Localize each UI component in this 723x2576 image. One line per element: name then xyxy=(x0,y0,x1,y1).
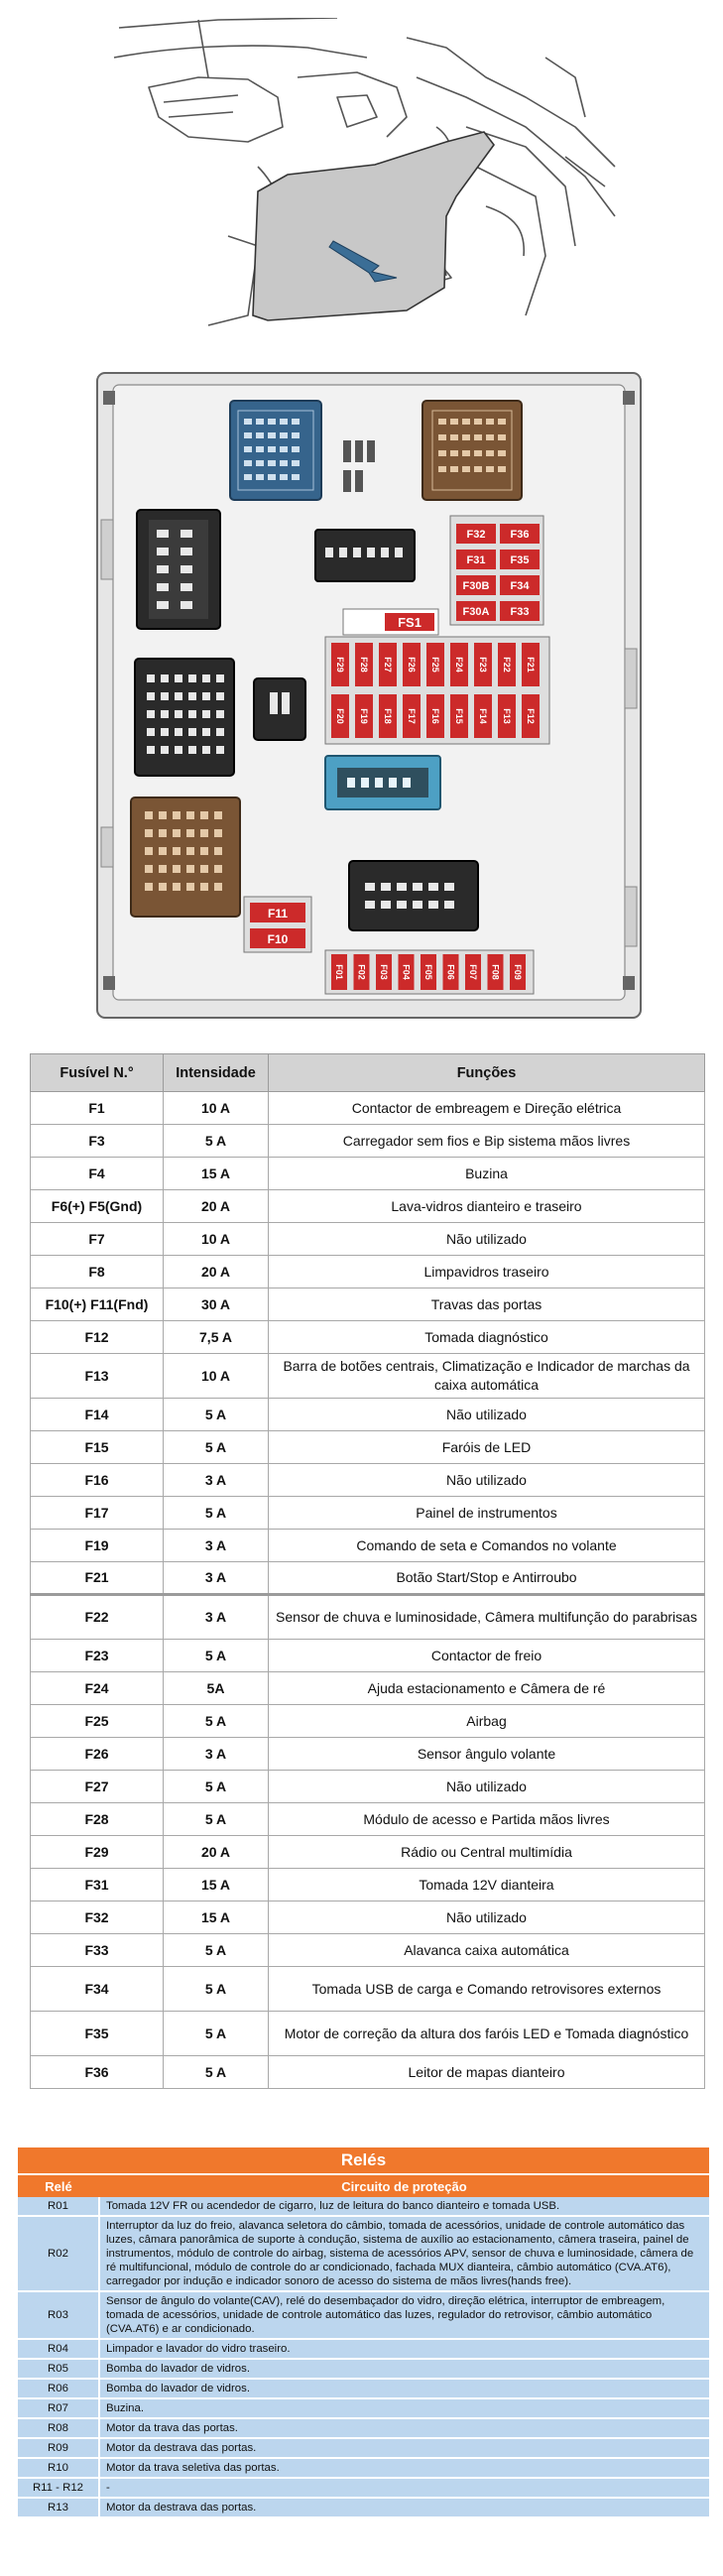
relay-id: R11 - R12 xyxy=(18,2478,99,2498)
header-functions: Funções xyxy=(269,1054,705,1092)
relay-circuit: Bomba do lavador de vidros. xyxy=(99,2379,709,2398)
fuse-intensity: 5 A xyxy=(164,1640,269,1672)
fuse-intensity: 5 A xyxy=(164,2056,269,2089)
fuse-function: Sensor de chuva e luminosidade, Câmera multifunção do parabrisas xyxy=(269,1595,705,1640)
fuse-number: F1 xyxy=(31,1092,164,1125)
fuse-label: F20 xyxy=(335,708,345,724)
fuse-number: F22 xyxy=(31,1595,164,1640)
fuse-function: Airbag xyxy=(269,1705,705,1738)
fuse-function: Módulo de acesso e Partida mãos livres xyxy=(269,1803,705,1836)
fuse-number: F13 xyxy=(31,1354,164,1399)
table-row xyxy=(18,2478,709,2498)
fuse-number: F33 xyxy=(31,1934,164,1967)
table-row xyxy=(18,2438,709,2458)
table-row xyxy=(31,1640,705,1672)
fuse-label: F27 xyxy=(383,657,393,673)
fuse-table-container xyxy=(30,1053,704,2089)
fuse-intensity: 3 A xyxy=(164,1464,269,1497)
connector-cyan xyxy=(325,756,440,809)
fuse-function: Barra de botões centrais, Climatização e Indicador de marchas da caixa automática xyxy=(269,1354,705,1399)
fuse-intensity: 5 A xyxy=(164,1497,269,1530)
connector-black-middle-left xyxy=(135,659,234,776)
fuse-label: F12 xyxy=(526,708,536,724)
fuse-intensity: 5A xyxy=(164,1672,269,1705)
fuse-label: F28 xyxy=(359,657,369,673)
fuse-function: Contactor de freio xyxy=(269,1640,705,1672)
fuse-number: F35 xyxy=(31,2012,164,2056)
table-row xyxy=(18,2418,709,2438)
fuse-intensity: 15 A xyxy=(164,1158,269,1190)
fuse-label: F08 xyxy=(490,964,501,980)
fuse-intensity: 20 A xyxy=(164,1190,269,1223)
table-row xyxy=(31,1464,705,1497)
relay-circuit: Sensor de ângulo do volante(CAV), relé do desembaçador do vidro, direção elétrica, interruptor de embreagem, tomada de acessórios, unidade de controle automático das luzes, regulador do retrovisor, câmbio automático (CVA.AT6) e ar condicionado. xyxy=(99,2291,709,2339)
fuse-label: F10 xyxy=(267,932,289,946)
table-row xyxy=(18,2216,709,2291)
table-row xyxy=(31,1399,705,1431)
fuse-label: F14 xyxy=(478,708,488,724)
fuse-table-header xyxy=(31,1054,705,1092)
table-row xyxy=(18,2197,709,2216)
fuse-intensity: 20 A xyxy=(164,1836,269,1869)
relay-id: R04 xyxy=(18,2339,99,2359)
fuse-label: F16 xyxy=(430,708,440,724)
relay-circuit: Buzina. xyxy=(99,2398,709,2418)
fuse-function: Alavanca caixa automática xyxy=(269,1934,705,1967)
fuse-label: F33 xyxy=(510,606,530,618)
fuse-label: F31 xyxy=(466,554,486,566)
fuse-function: Lava-vidros dianteiro e traseiro xyxy=(269,1190,705,1223)
table-row xyxy=(18,2458,709,2478)
fuse-label-fs1: FS1 xyxy=(398,615,422,630)
fuse-label: F06 xyxy=(445,964,456,980)
fuse-intensity: 5 A xyxy=(164,1431,269,1464)
table-row xyxy=(31,1431,705,1464)
relay-id: R10 xyxy=(18,2458,99,2478)
table-row xyxy=(31,1321,705,1354)
header-intensity: Intensidade xyxy=(164,1054,269,1092)
fuse-intensity: 10 A xyxy=(164,1223,269,1256)
fuse-label: F23 xyxy=(478,657,488,673)
fuse-function: Buzina xyxy=(269,1158,705,1190)
connector-black-left xyxy=(137,510,220,629)
table-row xyxy=(31,1223,705,1256)
table-row xyxy=(31,1497,705,1530)
relay-id: R01 xyxy=(18,2197,99,2216)
table-row xyxy=(31,1125,705,1158)
relay-id: R03 xyxy=(18,2291,99,2339)
fuse-function: Painel de instrumentos xyxy=(269,1497,705,1530)
fuse-label: F09 xyxy=(513,964,523,980)
relay-id: R06 xyxy=(18,2379,99,2398)
fuse-label: F15 xyxy=(454,708,464,724)
fuse-intensity: 5 A xyxy=(164,1803,269,1836)
header-relay: Relé xyxy=(18,2174,99,2197)
table-row xyxy=(18,2398,709,2418)
fuse-number: F17 xyxy=(31,1497,164,1530)
relay-circuit: Interruptor da luz do freio, alavanca seletora do câmbio, tomada de acessórios, unidade de controle automático das luzes, câmara panorâmica de suporte à condução, sistema de auxílio ao estacionamento, câmera traseira, painel de instrumentos, módulo de controle do airbag, sistema de acessórios APV, sensor de chuva e luminosidade, câmera de ré multifuncional, módulo de controle do ar condicionado, fachada MUX dianteira, câmbio automático (CVA.AT6), carregador por indução e indicador sonoro de acesso do sistema de mãos livres(hands free). xyxy=(99,2216,709,2291)
header-protection-circuit: Circuito de proteção xyxy=(99,2174,709,2197)
fuse-function: Botão Start/Stop e Antirroubo xyxy=(269,1562,705,1595)
fuse-number: F19 xyxy=(31,1530,164,1562)
table-row xyxy=(18,2359,709,2379)
connector-blue xyxy=(230,401,321,500)
fuse-label: F03 xyxy=(379,964,389,980)
fuse-intensity: 30 A xyxy=(164,1288,269,1321)
fuse-function: Limpavidros traseiro xyxy=(269,1256,705,1288)
table-row xyxy=(18,2339,709,2359)
fuse-label: F32 xyxy=(466,529,486,541)
dashboard-location-illustration xyxy=(109,18,625,333)
relay-id: R02 xyxy=(18,2216,99,2291)
table-row xyxy=(31,2012,705,2056)
relay-table xyxy=(18,2173,709,2518)
fuse-number: F27 xyxy=(31,1771,164,1803)
fuse-label: F21 xyxy=(526,657,536,673)
table-row xyxy=(31,1771,705,1803)
relay-circuit: Motor da destrava das portas. xyxy=(99,2498,709,2517)
fuse-label: F04 xyxy=(401,964,412,980)
fuse-function: Não utilizado xyxy=(269,1223,705,1256)
fuse-function: Motor de correção da altura dos faróis LED e Tomada diagnóstico xyxy=(269,2012,705,2056)
fuse-label: F01 xyxy=(334,964,344,980)
table-row xyxy=(31,1595,705,1640)
relay-circuit: Motor da trava seletiva das portas. xyxy=(99,2458,709,2478)
fuse-number: F6(+) F5(Gnd) xyxy=(31,1190,164,1223)
fuse-label: F30B xyxy=(462,580,490,592)
relay-table-container xyxy=(18,2147,709,2518)
connector-brown-top xyxy=(422,401,522,500)
fuse-number: F12 xyxy=(31,1321,164,1354)
fuse-intensity: 10 A xyxy=(164,1092,269,1125)
fuse-function: Comando de seta e Comandos no volante xyxy=(269,1530,705,1562)
table-row xyxy=(31,1354,705,1399)
fuse-label: F22 xyxy=(502,657,512,673)
fuse-intensity: 5 A xyxy=(164,1771,269,1803)
fuse-label: F30A xyxy=(462,606,490,618)
table-row xyxy=(31,1869,705,1901)
fuse-function: Carregador sem fios e Bip sistema mãos livres xyxy=(269,1125,705,1158)
fuse-intensity: 5 A xyxy=(164,1125,269,1158)
table-row xyxy=(31,1288,705,1321)
table-row xyxy=(31,1190,705,1223)
fuse-label: F29 xyxy=(335,657,345,673)
fuse-number: F24 xyxy=(31,1672,164,1705)
table-row xyxy=(31,1672,705,1705)
fuse-label: F17 xyxy=(407,708,417,724)
fuse-number: F3 xyxy=(31,1125,164,1158)
fuse-number: F28 xyxy=(31,1803,164,1836)
table-row xyxy=(31,1256,705,1288)
fuse-function: Não utilizado xyxy=(269,1464,705,1497)
relay-circuit: - xyxy=(99,2478,709,2498)
fuse-number: F32 xyxy=(31,1901,164,1934)
fuse-number: F25 xyxy=(31,1705,164,1738)
table-row xyxy=(18,2291,709,2339)
relay-circuit: Motor da trava das portas. xyxy=(99,2418,709,2438)
fuse-label: F36 xyxy=(510,529,530,541)
fuse-number: F8 xyxy=(31,1256,164,1288)
fuse-function: Rádio ou Central multimídia xyxy=(269,1836,705,1869)
cover-panel xyxy=(253,132,494,320)
fuse-intensity: 10 A xyxy=(164,1354,269,1399)
fuse-function: Ajuda estacionamento e Câmera de ré xyxy=(269,1672,705,1705)
fuse-function: Tomada 12V dianteira xyxy=(269,1869,705,1901)
fuse-label: F05 xyxy=(423,964,433,980)
relay-table-title: Relés xyxy=(18,2147,709,2173)
fuse-intensity: 5 A xyxy=(164,1399,269,1431)
table-row xyxy=(31,2056,705,2089)
fuse-intensity: 3 A xyxy=(164,1562,269,1595)
fuse-function: Não utilizado xyxy=(269,1771,705,1803)
relay-id: R13 xyxy=(18,2498,99,2517)
fuse-function: Faróis de LED xyxy=(269,1431,705,1464)
fuse-function: Sensor ângulo volante xyxy=(269,1738,705,1771)
fuse-box-diagram xyxy=(95,371,643,1020)
relay-circuit: Bomba do lavador de vidros. xyxy=(99,2359,709,2379)
fuse-function: Não utilizado xyxy=(269,1399,705,1431)
fuse-intensity: 15 A xyxy=(164,1901,269,1934)
fuse-function: Travas das portas xyxy=(269,1288,705,1321)
fuse-label: F13 xyxy=(502,708,512,724)
fuse-label: F07 xyxy=(468,964,478,980)
connector-brown-bottom xyxy=(131,797,240,917)
table-row xyxy=(31,1836,705,1869)
fuse-intensity: 3 A xyxy=(164,1530,269,1562)
table-row xyxy=(31,1901,705,1934)
fuse-number: F10(+) F11(Fnd) xyxy=(31,1288,164,1321)
table-row xyxy=(31,1738,705,1771)
header-fuse-number: Fusível N.° xyxy=(31,1054,164,1092)
fuse-intensity: 3 A xyxy=(164,1738,269,1771)
fuse-number: F26 xyxy=(31,1738,164,1771)
fuse-function: Tomada diagnóstico xyxy=(269,1321,705,1354)
fuse-function: Contactor de embreagem e Direção elétrica xyxy=(269,1092,705,1125)
fuse-label: F18 xyxy=(383,708,393,724)
table-row xyxy=(31,1934,705,1967)
fuse-number: F14 xyxy=(31,1399,164,1431)
fuse-label: F35 xyxy=(510,554,530,566)
fuse-number: F4 xyxy=(31,1158,164,1190)
fuse-intensity: 5 A xyxy=(164,2012,269,2056)
fuse-label: F26 xyxy=(407,657,417,673)
table-row xyxy=(31,1803,705,1836)
fuse-label: F24 xyxy=(454,657,464,673)
fuse-number: F29 xyxy=(31,1836,164,1869)
relay-circuit: Limpador e lavador do vidro traseiro. xyxy=(99,2339,709,2359)
fuse-number: F7 xyxy=(31,1223,164,1256)
fuse-number: F23 xyxy=(31,1640,164,1672)
fuse-intensity: 5 A xyxy=(164,1705,269,1738)
table-row xyxy=(18,2498,709,2517)
table-row xyxy=(31,1705,705,1738)
relay-id: R07 xyxy=(18,2398,99,2418)
fuse-intensity: 5 A xyxy=(164,1934,269,1967)
fuse-number: F21 xyxy=(31,1562,164,1595)
relay-circuit: Motor da destrava das portas. xyxy=(99,2438,709,2458)
fuse-intensity: 3 A xyxy=(164,1595,269,1640)
fuse-label: F19 xyxy=(359,708,369,724)
fuse-function: Leitor de mapas dianteiro xyxy=(269,2056,705,2089)
fuse-intensity: 7,5 A xyxy=(164,1321,269,1354)
fuse-table xyxy=(30,1053,705,2089)
table-row xyxy=(31,1562,705,1595)
table-row xyxy=(18,2379,709,2398)
fuse-intensity: 20 A xyxy=(164,1256,269,1288)
fuse-label: F11 xyxy=(267,907,289,920)
fuse-label: F25 xyxy=(430,657,440,673)
fuse-label: F02 xyxy=(356,964,367,980)
fuse-number: F34 xyxy=(31,1967,164,2012)
fuse-number: F36 xyxy=(31,2056,164,2089)
fuse-number: F16 xyxy=(31,1464,164,1497)
table-row xyxy=(31,1092,705,1125)
fuse-number: F15 xyxy=(31,1431,164,1464)
relay-id: R09 xyxy=(18,2438,99,2458)
relay-id: R08 xyxy=(18,2418,99,2438)
fuse-intensity: 5 A xyxy=(164,1967,269,2012)
fuse-function: Não utilizado xyxy=(269,1901,705,1934)
table-row xyxy=(31,1158,705,1190)
fuse-intensity: 15 A xyxy=(164,1869,269,1901)
fuse-number: F31 xyxy=(31,1869,164,1901)
relay-circuit: Tomada 12V FR ou acendedor de cigarro, luz de leitura do banco dianteiro e tomada USB. xyxy=(99,2197,709,2216)
table-row xyxy=(31,1530,705,1562)
relay-table-header xyxy=(18,2174,709,2197)
relay-id: R05 xyxy=(18,2359,99,2379)
table-row xyxy=(31,1967,705,2012)
fuse-label: F34 xyxy=(510,580,530,592)
fuse-function: Tomada USB de carga e Comando retrovisores externos xyxy=(269,1967,705,2012)
